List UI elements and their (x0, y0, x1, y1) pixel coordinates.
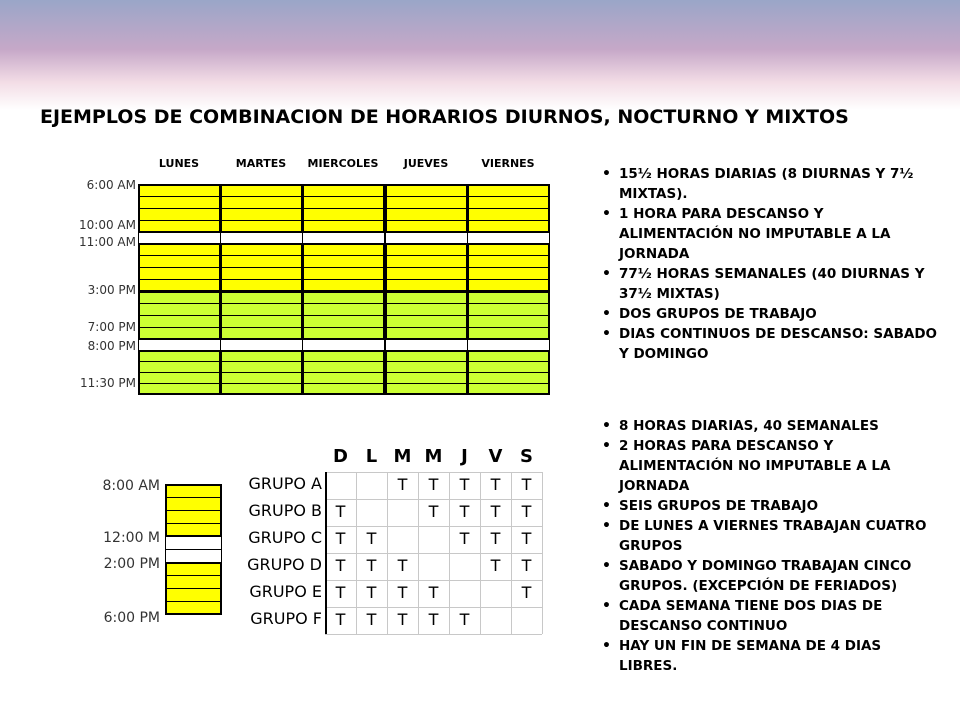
day-header: V (488, 446, 503, 467)
bullet-item: • 1 HORA PARA DESCANSO Y ALIMENTACIÓN NO IMPUTABLE A LA JORNADA (597, 204, 937, 264)
group-cell: T (459, 502, 470, 521)
group-cell: T (428, 502, 439, 521)
day-header: JUEVES (403, 157, 449, 170)
schedule-block (385, 291, 468, 340)
group-cell (387, 500, 418, 525)
bullet-item: • 8 HORAS DIARIAS, 40 SEMANALES (597, 416, 937, 436)
group-label: GRUPO D (247, 555, 322, 574)
group-cell: T (459, 529, 470, 548)
group-label: GRUPO B (248, 501, 322, 520)
time-label: 6:00 AM (86, 178, 136, 192)
group-cell: T (397, 556, 408, 575)
time-label: 10:00 AM (79, 218, 136, 232)
group-label: GRUPO E (249, 582, 322, 601)
group-cell (418, 527, 449, 552)
group-cell: T (521, 475, 532, 494)
group-cell (449, 581, 480, 606)
group-cell: T (521, 502, 532, 521)
group-cell: T (490, 556, 501, 575)
bullet-item: • CADA SEMANA TIENE DOS DIAS DE DESCANSO CONTINUO (597, 596, 937, 636)
slide-title: EJEMPLOS DE COMBINACION DE HORARIOS DIURNOS, NOCTURNO Y MIXTOS (40, 106, 849, 128)
time-label: 3:00 PM (87, 283, 136, 297)
schedule-block (467, 243, 550, 292)
schedule-block (138, 243, 221, 292)
time-label: 7:00 PM (87, 320, 136, 334)
time-label: 6:00 PM (103, 610, 160, 626)
day-header: S (520, 446, 533, 467)
group-cell: T (335, 610, 346, 629)
time-label: 11:30 PM (80, 376, 136, 390)
group-cell: T (335, 583, 346, 602)
group-cell: T (459, 610, 470, 629)
day-header: M (424, 446, 443, 467)
schedule-block (220, 291, 303, 340)
day-header: LUNES (158, 157, 200, 170)
bullet-list-bottom (597, 416, 937, 676)
group-cell (356, 473, 387, 498)
bullet-item: • DIAS CONTINUOS DE DESCANSO: SABADO Y DOMINGO (597, 324, 937, 364)
time-label: 8:00 PM (87, 339, 136, 353)
group-cell: T (397, 610, 408, 629)
schedule-block (385, 350, 468, 395)
schedule-block (302, 291, 385, 340)
group-cell: T (490, 475, 501, 494)
group-cell: T (366, 529, 377, 548)
schedule-block (467, 291, 550, 340)
group-cell: T (490, 502, 501, 521)
day-header: M (393, 446, 412, 467)
schedule-block (302, 184, 385, 233)
day-header: VIERNES (481, 157, 535, 170)
group-cell (325, 473, 356, 498)
bullet-item: • 77½ HORAS SEMANALES (40 DIURNAS Y 37½ MIXTAS) (597, 264, 937, 304)
group-cell (449, 554, 480, 579)
group-cell: T (490, 529, 501, 548)
bullet-item: • DE LUNES A VIERNES TRABAJAN CUATRO GRUPOS (597, 516, 937, 556)
day-header: J (461, 446, 468, 467)
time-label: 2:00 PM (103, 556, 160, 572)
group-cell: T (428, 475, 439, 494)
group-cell (480, 581, 511, 606)
schedule-block (138, 350, 221, 395)
group-label: GRUPO C (248, 528, 322, 547)
group-cell: T (428, 583, 439, 602)
group-cell: T (397, 583, 408, 602)
time-label: 11:00 AM (79, 235, 136, 249)
group-label: GRUPO A (248, 474, 322, 493)
group-cell (418, 554, 449, 579)
day-header: MARTES (235, 157, 287, 170)
group-cell (356, 500, 387, 525)
schedule-block (302, 350, 385, 395)
group-cell: T (428, 610, 439, 629)
group-cell (480, 608, 511, 633)
schedule-block (385, 243, 468, 292)
bullet-item: • DOS GRUPOS DE TRABAJO (597, 304, 937, 324)
schedule-block (220, 243, 303, 292)
bullet-item: • SEIS GRUPOS DE TRABAJO (597, 496, 937, 516)
grid-line (325, 634, 542, 635)
time-label: 12:00 M (103, 530, 160, 546)
group-cell: T (521, 556, 532, 575)
group-cell: T (366, 583, 377, 602)
grid-line (542, 472, 543, 634)
group-cell: T (366, 610, 377, 629)
bullet-item: • 2 HORAS PARA DESCANSO Y ALIMENTACIÓN NO IMPUTABLE A LA JORNADA (597, 436, 937, 496)
group-cell: T (335, 502, 346, 521)
group-cell: T (335, 529, 346, 548)
bullet-item: • SABADO Y DOMINGO TRABAJAN CINCO GRUPOS. (EXCEPCIÓN DE FERIADOS) (597, 556, 937, 596)
day-header: MIERCOLES (307, 157, 379, 170)
header-gradient-band (0, 0, 960, 110)
group-cell (511, 608, 542, 633)
schedule-block (220, 350, 303, 395)
schedule-block (385, 184, 468, 233)
group-cell: T (521, 583, 532, 602)
schedule-block (302, 243, 385, 292)
schedule-block (138, 184, 221, 233)
bullet-item: • HAY UN FIN DE SEMANA DE 4 DIAS LIBRES. (597, 636, 937, 676)
group-cell (387, 527, 418, 552)
day-header: D (333, 446, 348, 467)
day-header: L (365, 446, 378, 467)
time-label: 8:00 AM (102, 478, 160, 494)
group-label: GRUPO F (250, 609, 322, 628)
bullet-item: • 15½ HORAS DIARIAS (8 DIURNAS Y 7½ MIXTAS). (597, 164, 937, 204)
group-cell: T (366, 556, 377, 575)
schedule-block (138, 291, 221, 340)
group-cell: T (459, 475, 470, 494)
group-cell: T (397, 475, 408, 494)
schedule-block (467, 184, 550, 233)
schedule-block (220, 184, 303, 233)
bullet-list-top (597, 164, 937, 364)
schedule-block (467, 350, 550, 395)
group-cell: T (521, 529, 532, 548)
group-cell: T (335, 556, 346, 575)
